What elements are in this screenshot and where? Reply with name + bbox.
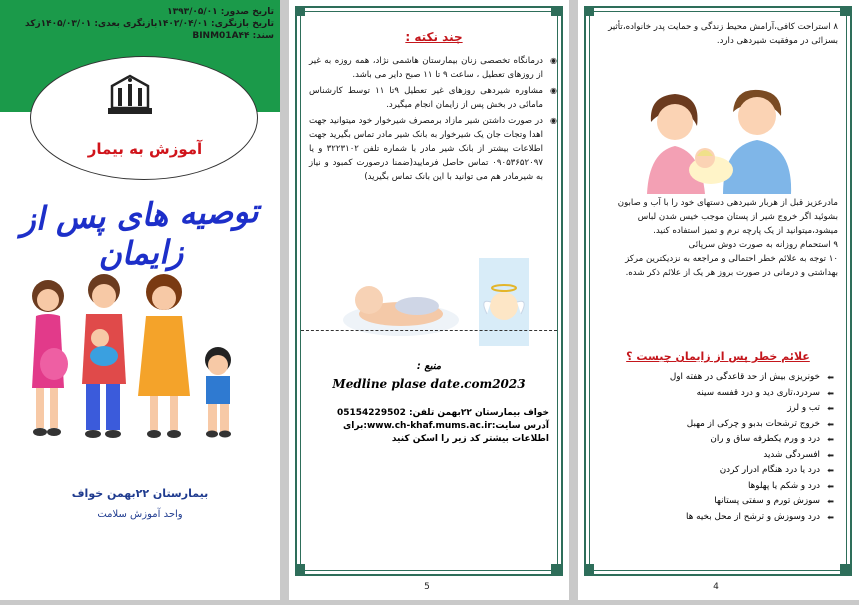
frame-corner [584, 564, 594, 574]
source-section [301, 330, 557, 571]
source-label: منبع : [416, 361, 442, 372]
warning-sign-item: ⬅ درد و ورم یکطرفه ساق و ران [598, 432, 834, 448]
patient-education-title: آموزش به بیمار [87, 140, 203, 158]
contact-website: آدرس سایت:www.ch-khaf.mums.ac.ir:برای اطلاعات بیشتر کد زیر را اسکن کنید [343, 421, 549, 444]
hospital-name: بیمارستان ۲۲بهمن خواف [71, 487, 209, 500]
university-logo-icon [106, 72, 154, 116]
warning-sign-item: ⬅ درد و شکم یا پهلوها [598, 479, 834, 495]
meta-issue-date: تاریخ صدور: ۱۳۹۳/۰۵/۰۱ [167, 7, 274, 17]
warning-signs-list [598, 370, 834, 525]
rest-tip: ۸ استراحت کافی،آرامش محیط زندگی و حمایت پدر خانواده،تأثیر بسزائی در موفقیت شیردهی دارد. [608, 22, 838, 46]
tip-item: ◉ درمانگاه تخصصی زنان بیمارستان هاشمی نژاد، همه روزه به غیر از روزهای تعطیل ، ساعت ۹ تا ۱۱ صبح دایر می باشد. [309, 54, 557, 82]
tips-list [309, 54, 557, 186]
warning-sign-item: ⬅ درد یا درد هنگام ادرار کردن [598, 463, 834, 479]
brochure-main-title: توصیه های پس از زایمان [19, 191, 260, 274]
page-number: 5 [424, 582, 430, 592]
meta-document-code: سند: BINM01A۴۴ [192, 31, 274, 41]
unit-name: واحد آموزش سلامت [97, 509, 183, 520]
tips-page [289, 0, 569, 600]
family-illustration-icon [14, 268, 244, 450]
tip-item: ◉ در صورت داشتن شیر مازاد برمصرف شیرخوار خود میتوانید جهت اهدا وتجات جان یک شیرخوار به بانک شیر مادر تماس بگیرید جهت اطلاعات بیشتر از بانک شیر مادر با شماره تلفن ۳۲۲۳۱۰۲ و یا ۰۹۰۵۳۶۵۲۰۹۷ تماس حاصل فرمایید(ضمنا درصورت کمبود و نیاز به شیرمادر هم می توانید با این بانک تماس بگیرید) [309, 114, 557, 184]
warning-signs-title: علائم خطر پس از زایمان چیست ؟ [626, 350, 810, 363]
care-instructions [598, 196, 838, 280]
contact-phone: خواف بیمارستان ۲۲بهمن تلفن: 05154229502 [336, 408, 549, 418]
meta-revision-date: تاریخ بازنگری: ۱۴۰۲/۰۴/۰۱بازنگری بعدی: ۱۴۰۵/۰۳/۰۱زکد [25, 19, 274, 29]
warning-sign-item: ⬅ خروج ترشحات بدبو و چرکی از مهبل [598, 417, 834, 433]
tip-item: ◉ مشاوره شیردهی روزهای غیر تعطیل ۹تا ۱۱ توسط کارشناس مامائی در بخش پس از زایمان انجام میگیرد. [309, 84, 557, 112]
warning-sign-item: ⬅ سردرد،تاری دید و درد قفسه سینه [598, 386, 834, 402]
source-reference: Medline plase date.com2023 [332, 377, 526, 391]
warning-sign-item: ⬅ افسردگی شدید [598, 448, 834, 464]
frame-corner [295, 6, 305, 16]
warning-sign-item: ⬅ درد وسوزش و ترشح از محل بخیه ها [598, 510, 834, 526]
cover-page [0, 0, 280, 600]
warning-sign-item: ⬅ تب و لرز [598, 401, 834, 417]
frame-corner [840, 564, 850, 574]
warning-signs-page [578, 0, 859, 600]
page-number: 4 [713, 582, 719, 592]
document-meta [25, 6, 274, 42]
contact-info [309, 407, 549, 446]
warning-sign-item: ⬅ سوزش تورم و سفتی پستانها [598, 494, 834, 510]
bathing-tip: ۹ استحمام روزانه به صورت دوش سرپائی [688, 240, 838, 250]
frame-corner [551, 6, 561, 16]
warning-attention-tip: ۱۰ توجه به علائم خطر احتمالی و مراجعه به نزدیکترین مرکز بهداشتی و درمانی در صورت بروز هر یک از علائم ذکر شده. [625, 254, 838, 278]
parents-baby-illustration-icon [623, 82, 813, 194]
frame-corner [584, 6, 594, 16]
hand-washing-tip: مادرعزیز قبل از هربار شیردهی دستهای خود را با آب و صابون بشوئید اگر خروج شیر از پستان موجب خیس شدن لباس میشود،میتوانید از یک پارچه نرم و تمیز استفاده کنید. [617, 198, 838, 236]
frame-corner [840, 6, 850, 16]
tips-title: چند نکته : [405, 30, 463, 44]
warning-sign-item: ⬅ خونریزی بیش از حد قاعدگی در هفته اول [598, 370, 834, 386]
